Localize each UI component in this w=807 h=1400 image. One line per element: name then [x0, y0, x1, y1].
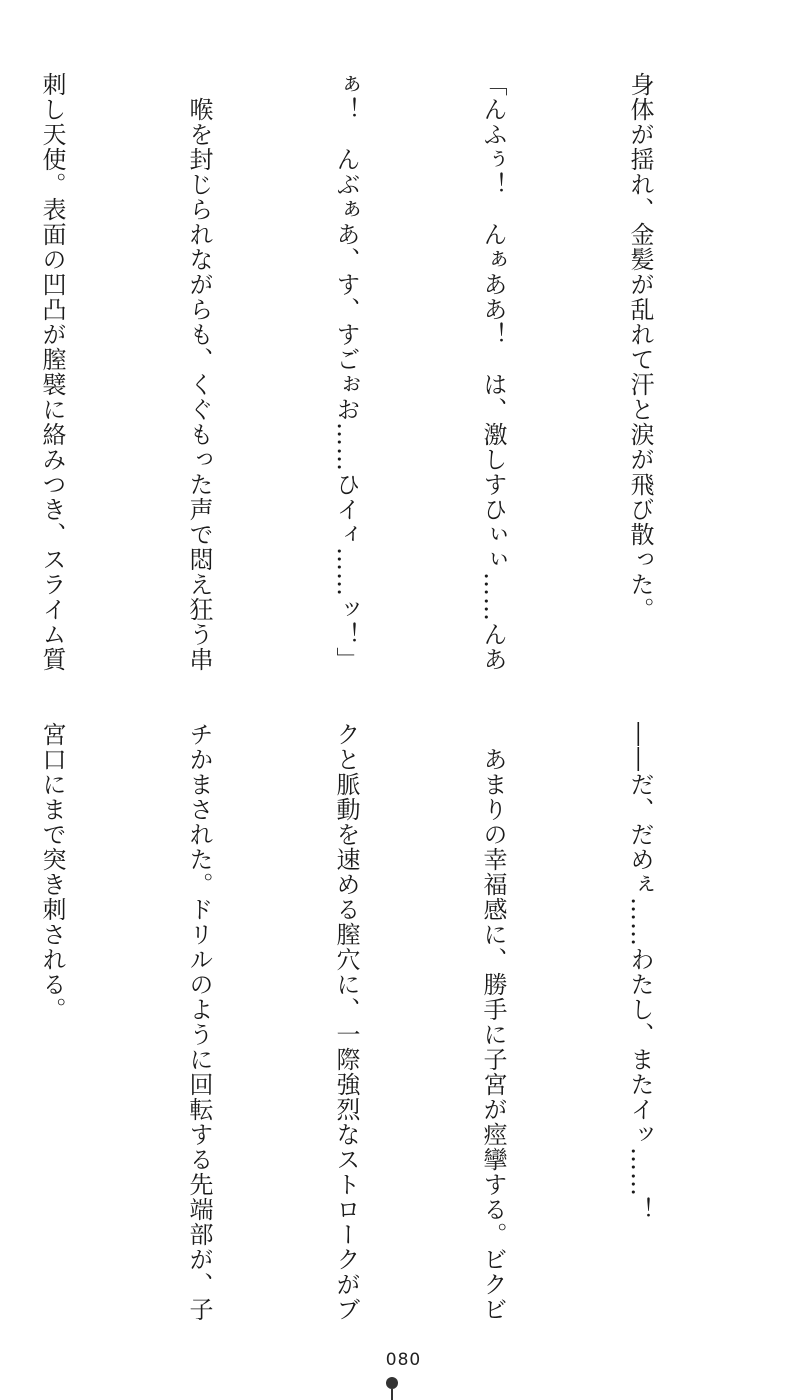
- text-column: 宮口にまで突き刺される。: [38, 722, 66, 1022]
- text-column: 身体が揺れ、金髪が乱れて汗と涙が飛び散った。: [626, 72, 654, 622]
- text-column: 喉を封じられながらも、くぐもった声で悶え狂う串: [185, 72, 213, 672]
- text-column: 「んふぅ！ んぁああ！ は、激しすひぃぃ……んあ: [479, 72, 507, 672]
- page-number: 080: [385, 1350, 422, 1370]
- page-marker-dot: [386, 1377, 398, 1389]
- text-column: クと脈動を速める膣穴に、一際強烈なストロークがブ: [332, 722, 360, 1322]
- lower-text-block: [38, 722, 762, 1322]
- upper-text-block: [38, 72, 762, 672]
- text-column: 刺し天使。表面の凹凸が膣襞に絡みつき、スライム質: [38, 72, 66, 672]
- page-marker-stem: [391, 1389, 393, 1400]
- text-column: ぁ！ んぶぁあ、す、すごぉお……ひイィ……ッ！」: [332, 72, 360, 672]
- text-column: あまりの幸福感に、勝手に子宮が痙攣する。ビクビ: [479, 722, 507, 1322]
- text-column: チかまされた。ドリルのように回転する先端部が、子: [185, 722, 213, 1322]
- text-column: ――だ、だめぇ……わたし、またイッ……！: [626, 722, 654, 1222]
